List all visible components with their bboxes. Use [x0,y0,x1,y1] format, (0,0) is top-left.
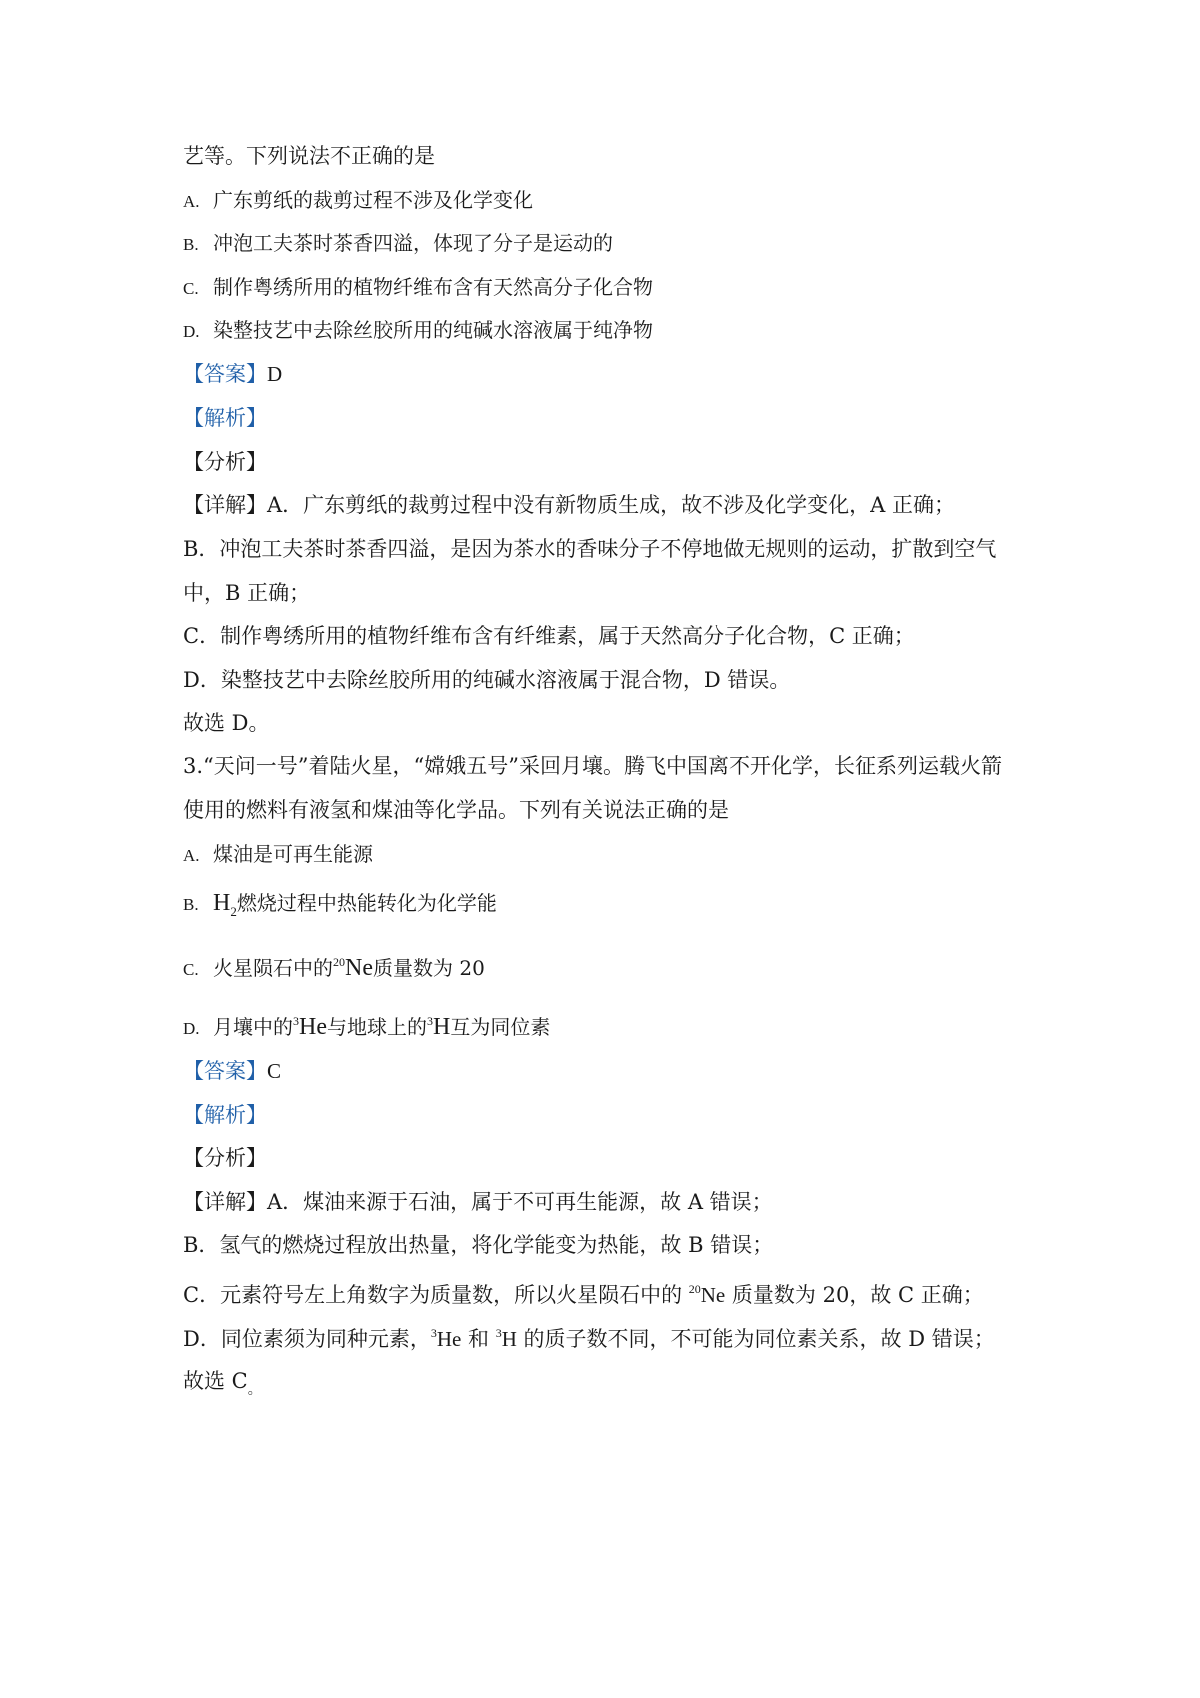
question-2-stem-tail: 艺等。下列说法不正确的是 [183,144,435,168]
q2-fenxi-tag: 【分析】 [183,450,267,474]
q3-detail-line: B．氢气的燃烧过程放出热量，将化学能变为热能，故 B 错误； [183,1233,774,1257]
q3-option-d [183,1006,550,1044]
q2-detail-line: B．冲泡工夫茶时茶香四溢，是因为茶水的香味分子不停地做无规则的运动，扩散到空气 [183,537,997,561]
q3-option-c [183,947,485,985]
q3-detail-line [183,1274,984,1310]
conclusion-period: 。 [247,1382,262,1398]
detail-text: 的质子数不同，不可能为同位素关系，故 D 错误； [516,1327,995,1351]
mass-number: 3 [293,1014,299,1028]
q2-detail-line: D．染整技艺中去除丝胶所用的纯碱水溶液属于混合物，D 错误。 [183,668,791,692]
detail-text: 和 [461,1327,496,1351]
q3-option-b [183,888,497,927]
q3-detail-line: 【详解】A．煤油来源于石油，属于不可再生能源，故 A 错误； [183,1190,773,1214]
q2-option-b [183,228,613,260]
element-symbol: He [299,1014,327,1040]
q2-detail-line: 【详解】A．广东剪纸的裁剪过程中没有新物质生成，故不涉及化学变化，A 正确； [183,493,956,517]
q3-detail-line [183,1318,995,1354]
option-text: 染整技艺中去除丝胶所用的纯碱水溶液属于纯净物 [213,318,653,342]
option-text: 燃烧过程中热能转化为化学能 [236,891,497,915]
option-text: 质量数为 20 [372,956,485,980]
q2-conclusion: 故选 D。 [183,711,270,735]
q3-conclusion [183,1366,262,1405]
q2-option-c [183,272,653,304]
option-letter: C. [183,960,199,979]
q2-option-a [183,185,533,217]
option-text: 月壤中的 [213,1015,293,1039]
conclusion-text: 故选 C [183,1369,248,1393]
option-letter: A. [183,846,200,865]
question-3-stem: 3.“天问一号”着陆火星，“嫦娥五号”采回月壤。腾飞中国离不开化学，长征系列运载火箭 [183,754,1002,778]
element-symbol: H [501,1327,517,1351]
element-symbol: H [432,1014,451,1040]
option-text: 冲泡工夫茶时茶香四溢，体现了分子是运动的 [213,231,613,255]
detail-text: 质量数为 20，故 C 正确； [725,1283,984,1307]
answer-tag: 【答案】 [183,1059,267,1083]
element-symbol: Ne [345,955,373,981]
q2-option-d [183,315,653,347]
option-letter: D. [183,1019,200,1038]
detail-text: D．同位素须为同种元素， [183,1327,431,1351]
option-text: 制作粤绣所用的植物纤维布含有天然高分子化合物 [213,275,653,299]
option-text: 与地球上的 [326,1015,427,1039]
element-symbol: He [436,1327,462,1351]
option-text: 广东剪纸的裁剪过程不涉及化学变化 [213,188,533,212]
answer-tag: 【答案】 [183,362,267,386]
option-text: 煤油是可再生能源 [213,842,373,866]
question-3-stem: 使用的燃料有液氢和煤油等化学品。下列有关说法正确的是 [183,798,729,822]
mass-number: 20 [333,955,345,969]
answer-value: D [267,362,283,386]
mass-number: 3 [495,1326,502,1340]
mass-number: 20 [688,1282,701,1296]
q2-answer [183,359,282,389]
mass-number: 3 [426,1014,433,1028]
q3-answer [183,1056,281,1086]
mass-number: 3 [430,1326,437,1340]
answer-value: C [267,1059,282,1083]
option-letter: A. [183,192,200,211]
option-text: 火星陨石中的 [213,956,333,980]
q3-fenxi-tag: 【分析】 [183,1146,267,1170]
formula-subscript: 2 [230,904,237,919]
option-letter: D. [183,322,200,341]
formula-symbol: H [213,890,231,916]
option-text: 互为同位素 [450,1015,551,1039]
element-symbol: Ne [700,1283,726,1307]
q3-option-a [183,839,373,871]
option-letter: C. [183,279,199,298]
option-letter: B. [183,895,199,914]
q2-detail-line: C．制作粤绣所用的植物纤维布含有纤维素，属于天然高分子化合物，C 正确； [183,624,915,648]
option-letter: B. [183,235,199,254]
q3-analysis-tag: 【解析】 [183,1103,267,1127]
q2-detail-line: 中，B 正确； [183,581,311,605]
detail-text: C．元素符号左上角数字为质量数，所以火星陨石中的 [183,1283,689,1307]
q2-analysis-tag: 【解析】 [183,406,267,430]
